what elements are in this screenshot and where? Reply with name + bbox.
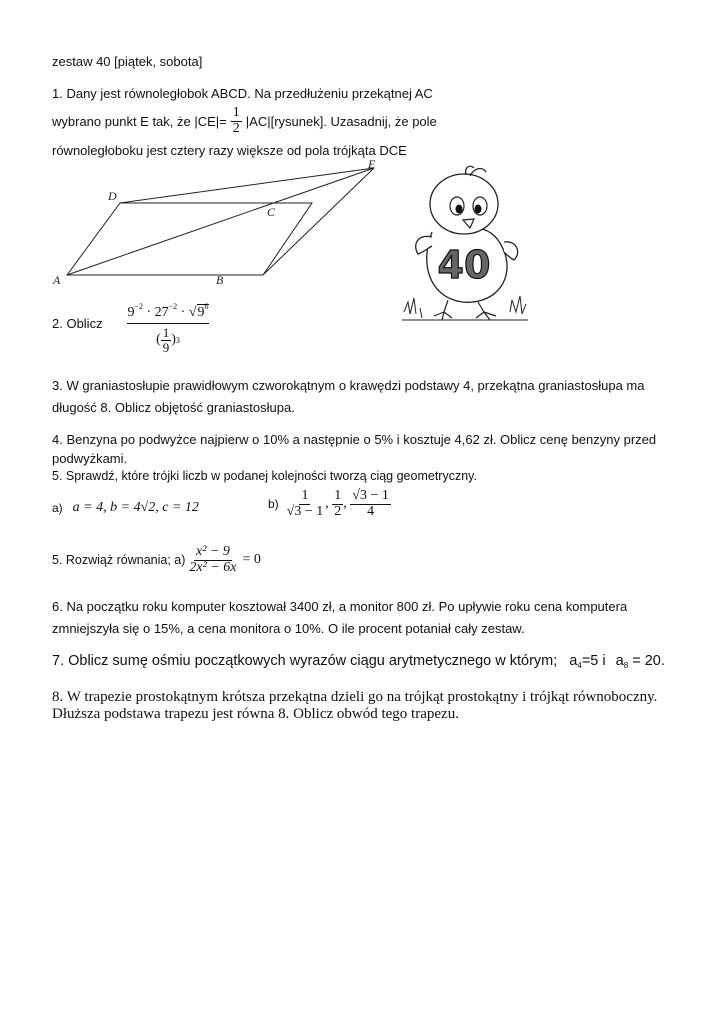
task3-line1: 3. W graniastosłupie prawidłowym czworokątnym o krawędzi podstawy 4, przekątna graniastosłupa ma [52, 378, 645, 393]
inner-num: 1 [162, 325, 170, 340]
base-9: 9 [127, 305, 135, 320]
task2-label: 2. Oblicz [52, 316, 103, 331]
frac-num: 1 [232, 105, 240, 120]
option-b-frac1 [285, 489, 326, 519]
task2-inner-fraction [161, 326, 172, 354]
option-a-expression: a = 4, b = 4√2, c = 12 [72, 500, 199, 515]
exp-minus2: −2 [134, 302, 143, 311]
equation-rhs: = 0 [242, 552, 261, 568]
task3-line2: długość 8. Oblicz objętość graniastosłupa. [52, 400, 295, 415]
label-c: C [267, 205, 276, 219]
equation-den: 2x² − 6x [189, 559, 237, 575]
option-b-frac3 [350, 489, 391, 519]
equation-num: x² − 9 [196, 544, 230, 559]
task5-option-b: b) $\frac{1}{√3 - 1}$ , $\frac{1}{2}$ , $\frac{√3 - 1}{4}$ [268, 488, 389, 519]
task4-line1: 4. Benzyna po podwyżce najpierw o 10% a następnie o 5% i kosztuje 4,62 zł. Oblicz cenę benzyny przed [52, 432, 657, 447]
a8-val: = 20. [628, 653, 665, 669]
segment-be [263, 168, 374, 275]
task1-line2-pre: wybrano punkt E tak, że |CE|= [52, 113, 227, 129]
radicand-9: 9 [197, 305, 205, 320]
task1-line3: równoległoboku jest cztery razy większe od pola trójkąta DCE [52, 143, 407, 158]
task2-denominator: ( $\frac{1}{9}$ ) 3 [156, 325, 180, 355]
chick-left-pupil [456, 205, 463, 214]
exp-3: 3 [175, 335, 180, 345]
a4-term [569, 653, 605, 669]
equation-fraction [187, 545, 238, 575]
a4-base: a [569, 653, 578, 669]
frac-den: 2 [232, 120, 240, 136]
chick-illustration [400, 162, 530, 324]
task4-line2: podwyżkami. [52, 451, 128, 466]
frac2-num: 1 [334, 488, 342, 503]
equation-label: 5. Rozwiąż równania; a) [52, 553, 186, 568]
option-b-frac2 [332, 489, 343, 519]
frac2-den: 2 [334, 503, 342, 519]
task6-line1: 6. Na początku roku komputer kosztował 3400 zł, a monitor 800 zł. Po upływie roku cena komputera [52, 599, 628, 614]
task6-line2: zmniejszyła się o 15%, a cena monitora o 10%. O ile procent potaniał cały zestaw. [52, 621, 525, 636]
label-e: E [368, 158, 376, 171]
parallelogram-figure [50, 158, 390, 293]
task7-text: 7. Oblicz sumę ośmiu początkowych wyrazów ciągu arytmetycznego w którym; [52, 653, 558, 669]
worksheet-title: zestaw 40 [piątek, sobota] [52, 54, 203, 69]
a4-sub: 4 [577, 661, 582, 670]
task7-line [52, 653, 665, 670]
task1-line2 [52, 106, 437, 136]
exp-6: 6 [204, 302, 209, 311]
number-forty-badge: 40 [437, 243, 491, 287]
task5-option-a [52, 500, 199, 516]
task2-numerator: $9^{-2} \cdot 27^{-2} \cdot √9^6$ [127, 302, 208, 324]
a8-term [616, 653, 665, 669]
chick-right-pupil [475, 205, 482, 214]
frac3-den: 4 [367, 503, 375, 519]
label-b: B [216, 273, 224, 287]
fraction-one-half [231, 106, 242, 136]
base-27: 27 [154, 305, 169, 320]
exp-minus2-b: −2 [168, 302, 178, 311]
task8-line2: Dłuższa podstawa trapezu jest równa 8. Oblicz obwód tego trapezu. [52, 706, 459, 722]
option-b-label: b) [268, 497, 279, 512]
option-a-label: a) [52, 501, 63, 515]
task5-equation [52, 545, 261, 575]
frac3-num: √3 − 1 [352, 488, 389, 503]
segment-de [120, 168, 374, 203]
label-a: A [53, 273, 61, 287]
task5-check-line: 5. Sprawdź, które trójki liczb w podanej kolejności tworzą ciąg geometryczny. [52, 469, 477, 483]
a4-val: =5 i [581, 653, 606, 669]
a8-base: a [615, 653, 624, 669]
task1-line2-post: |AC|[rysunek]. Uzasadnij, że pole [245, 113, 437, 129]
label-d: D [108, 189, 117, 203]
parallelogram-abcd [67, 203, 312, 275]
task2-expression [118, 302, 218, 354]
frac1-den: √3 − 1 [286, 503, 324, 519]
a8-sub: 8 [623, 661, 629, 670]
diagonal-ac-extended [67, 168, 374, 275]
task1-line1: 1. Dany jest równoległobok ABCD. Na przedłużeniu przekątnej AC [52, 86, 433, 101]
chick-feet [434, 300, 496, 320]
task8-line1: 8. W trapezie prostokątnym krótsza przekątna dzieli go na trójkąt prostokątny i trójkąt równoboczny. [52, 689, 658, 705]
frac1-num: 1 [301, 488, 309, 503]
inner-den: 9 [162, 339, 170, 355]
